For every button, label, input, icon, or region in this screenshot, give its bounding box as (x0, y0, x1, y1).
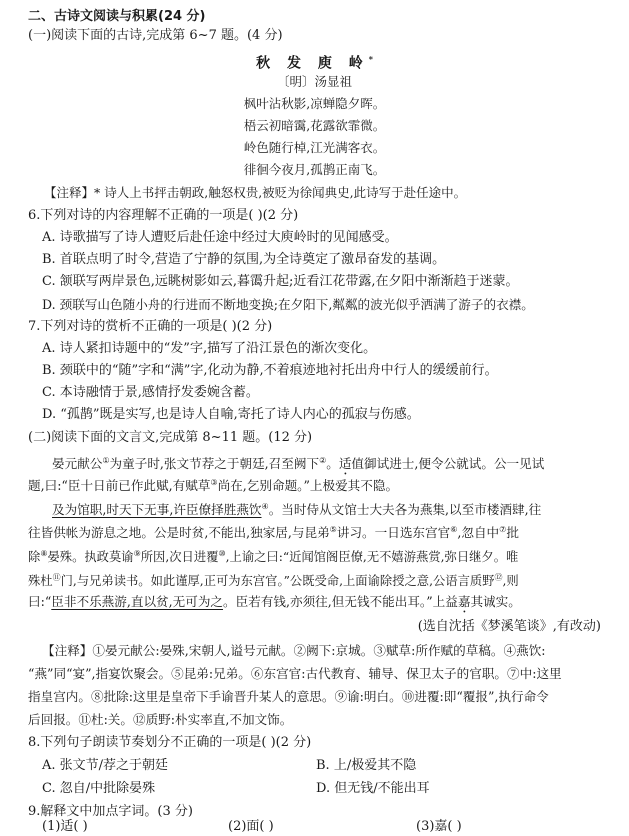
poem-title: 秋 发 庾 岭* (256, 54, 373, 72)
q9-blank-1[interactable]: (1)适( ) (42, 819, 88, 834)
dotted-char-shi: 适 (338, 456, 352, 472)
prose-line: 曰:“臣非不乐燕游,直以贫,无可为之。臣若有钱,亦须往,但无钱不能出耳。”上益嘉其诚实。 (28, 594, 521, 609)
poem-line: 岭色随行棹,江光满客衣。 (243, 140, 386, 155)
prose-line: 题,曰:“臣十日前已作此赋,有赋草③尚在,乞别命题。”上极爱其不隐。 (28, 478, 399, 494)
q7-option-a: A. 诗人紧扣诗题中的“发”字,描写了沿江景色的渐次变化。 (42, 341, 377, 356)
poem-line: 枫叶沾秋影,凉蝉隐夕晖。 (243, 96, 386, 111)
poem-note: 【注释】* 诗人上书抨击朝政,触怒权贵,被贬为徐闻典史,此诗写于赴任途中。 (44, 185, 467, 200)
q8-option-b: B. 上/极爱其不隐 (316, 758, 417, 773)
q6-stem: 6.下列对诗的内容理解不正确的一项是( )(2 分) (28, 208, 299, 223)
poem-line: 徘徊今夜月,孤鹊正南飞。 (243, 162, 386, 177)
prose-line: 除⑧晏殊。执政莫谕⑨所因,次日进覆⑩,上谕之曰:“近闻馆阁臣僚,无不嬉游燕赏,弥日继夕。唯 (28, 549, 519, 565)
q8-option-c: C. 忽自/中批除晏殊 (42, 781, 156, 796)
q8-option-a: A. 张文节/荐之于朝廷 (42, 758, 169, 773)
prose-paragraph-2: 及为馆职,时天下无事,许臣僚择胜燕饮④。当时侍从文馆士大夫各为燕集,以至市楼酒肆,往 (52, 502, 542, 518)
prose-notes: 【注释】①晏元献公:晏殊,宋朝人,谥号元献。②阙下:京城。③赋草:所作赋的草稿。④燕饮: (42, 643, 546, 658)
poem-line: 梧云初暗霭,花露欲霏微。 (243, 118, 386, 133)
q7-option-d: D. “孤鹊”既是实写,也是诗人自喻,寄托了诗人内心的孤寂与伤感。 (42, 407, 420, 422)
prose-notes: “燕”同“宴”,指宴饮聚会。⑤昆弟:兄弟。⑥东宫官:古代教育、辅导、保卫太子的官职。⑦中:这里 (28, 666, 562, 681)
q6-option-b: B. 首联点明了时令,营造了宁静的氛围,为全诗奠定了激昂奋发的基调。 (42, 252, 446, 267)
q6-option-a: A. 诗歌描写了诗人遭贬后赴任途中经过大庾岭时的见闻感受。 (42, 230, 398, 245)
q7-option-c: C. 本诗融情于景,感情抒发委婉含蓄。 (42, 385, 259, 400)
prose-notes: 后回报。⑪杜:关。⑫质野:朴实率直,不加文饰。 (28, 712, 293, 727)
prose-source: (选自沈括《梦溪笔谈》,有改动) (417, 619, 601, 634)
prose-line: 往皆供帐为游息之地。公是时贫,不能出,独家居,与昆弟⑤讲习。一日选东宫官⑥,忽自中⑦批 (28, 525, 519, 541)
q7-stem: 7.下列对诗的赏析不正确的一项是( )(2 分) (28, 319, 273, 334)
q9-blank-2[interactable]: (2)面( ) (228, 819, 274, 834)
part1-instruction: (一)阅读下面的古诗,完成第 6~7 题。(4 分) (28, 28, 283, 43)
prose-line: 殊杜⑪门,与兄弟读书。如此谨厚,正可为东宫官。”公既受命,上面谕除授之意,公语言质野⑫,则 (28, 573, 519, 589)
prose-notes: 指皇宫内。⑧批除:这里是皇帝下手谕晋升某人的意思。⑨谕:明白。⑩进覆:即“覆报”,执行命令 (28, 689, 549, 704)
q6-option-d: D. 颈联写山色随小舟的行进而不断地变换;在夕阳下,粼粼的波光似乎洒满了游子的衣襟。 (42, 297, 534, 312)
q6-option-c: C. 颔联写两岸景色,远眺树影如云,暮霭升起;近看江花带露,在夕阳中渐渐趋于迷蒙。 (42, 274, 519, 289)
part2-instruction: (二)阅读下面的文言文,完成第 8~11 题。(12 分) (28, 430, 313, 445)
q8-option-d: D. 但无钱/不能出耳 (316, 781, 430, 796)
prose-paragraph-1: 晏元献公①为童子时,张文节荐之于朝廷,召至阙下②。适值御试进士,便令公就试。公一见试 (52, 456, 545, 472)
dotted-char-jia: 嘉 (457, 594, 471, 609)
q7-option-b: B. 颈联中的“随”字和“满”字,化动为静,不着痕迹地衬托出舟中行人的缓缓前行。 (42, 363, 498, 378)
underlined-sentence: 及为馆职,时天下无事,许臣僚择胜燕饮 (52, 502, 262, 518)
underlined-sentence: 臣非不乐燕游,直以贫,无可为之 (51, 594, 224, 609)
q9-stem: 9.解释文中加点字词。(3 分) (28, 804, 193, 819)
section-title: 二、古诗文阅读与积累(24 分) (28, 9, 206, 24)
q8-stem: 8.下列句子朗读节奏划分不正确的一项是( )(2 分) (28, 735, 312, 750)
q9-blank-3[interactable]: (3)嘉( ) (416, 819, 462, 834)
poem-author: 〔明〕汤显祖 (276, 74, 352, 89)
